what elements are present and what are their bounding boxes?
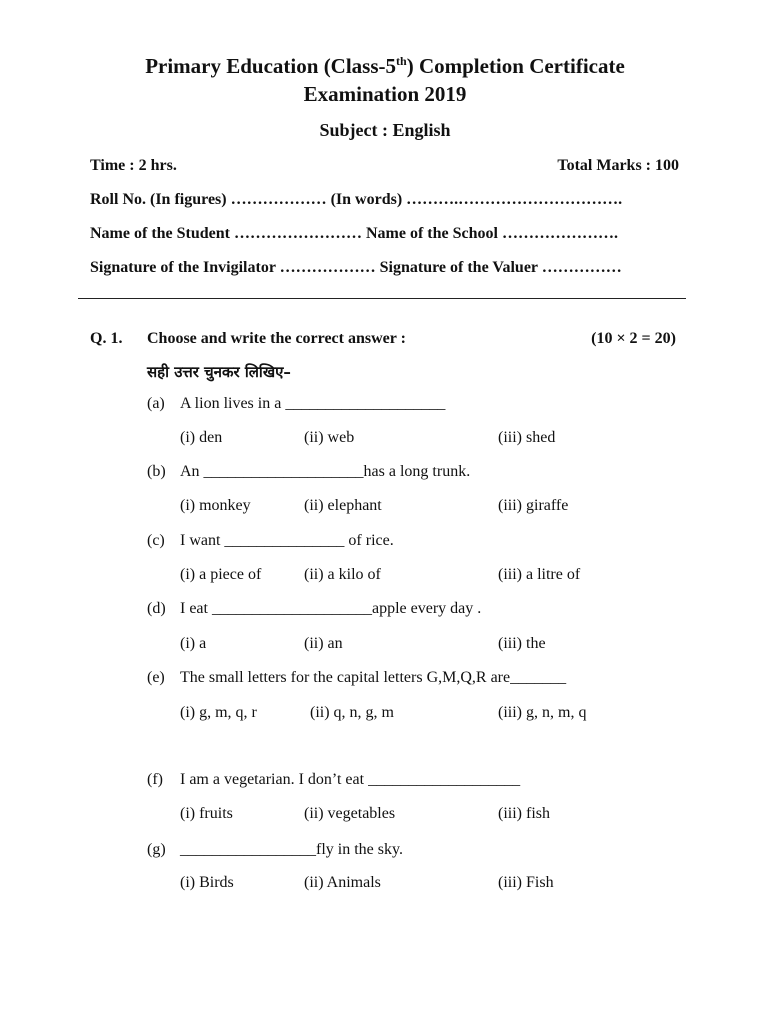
roll-number-line: Roll No. (In figures) ……………… (In words) ……….………………………….: [90, 191, 623, 208]
item-label: (e): [147, 669, 165, 686]
option-1: (i) monkey: [180, 497, 251, 514]
title-text: Primary Education (Class-5: [145, 54, 397, 78]
title-superscript: th: [396, 54, 407, 68]
option-1: (i) den: [180, 429, 223, 446]
item-text: I eat ____________________apple every day .: [180, 600, 482, 617]
option-2: (ii) web: [304, 429, 355, 446]
option-2: (ii) elephant: [304, 497, 382, 514]
item-label: (a): [147, 395, 165, 412]
option-3: (iii) shed: [498, 429, 556, 446]
question-number: Q. 1.: [90, 330, 123, 347]
item-label: (f): [147, 771, 163, 788]
option-1: (i) a piece of: [180, 566, 262, 583]
option-3: (iii) a litre of: [498, 566, 581, 583]
student-name-line: Name of the Student …………………… Name of the School ………………….: [90, 225, 618, 242]
option-1: (i) a: [180, 635, 207, 652]
option-3: (iii) g, n, m, q: [498, 704, 587, 721]
item-label: (b): [147, 463, 166, 480]
total-marks: Total Marks : 100: [557, 157, 679, 174]
page-title: [0, 54, 770, 79]
exam-year-title: Examination 2019: [303, 82, 467, 106]
signature-line: Signature of the Invigilator ……………… Signature of the Valuer ……………: [90, 259, 622, 276]
title-text-end: ) Completion Certificate: [406, 54, 625, 78]
item-label: (d): [147, 600, 166, 617]
hindi-instruction: सही उत्तर चुनकर लिखिए–: [147, 363, 291, 381]
option-3: (iii) giraffe: [498, 497, 569, 514]
subject-heading: Subject : English: [319, 120, 451, 140]
option-2: (ii) a kilo of: [304, 566, 381, 583]
divider: [78, 298, 686, 299]
item-text: I want _______________ of rice.: [180, 532, 394, 549]
item-label: (g): [147, 841, 166, 858]
time-allowed: Time : 2 hrs.: [90, 157, 177, 174]
option-1: (i) Birds: [180, 874, 234, 891]
question-marks: (10 × 2 = 20): [591, 330, 676, 347]
option-1: (i) fruits: [180, 805, 233, 822]
option-3: (iii) fish: [498, 805, 550, 822]
item-text: _________________fly in the sky.: [180, 841, 403, 858]
option-2: (ii) q, n, g, m: [310, 704, 394, 721]
item-text: A lion lives in a ____________________: [180, 395, 446, 412]
option-3: (iii) Fish: [498, 874, 554, 891]
option-2: (ii) vegetables: [304, 805, 396, 822]
option-3: (iii) the: [498, 635, 546, 652]
item-label: (c): [147, 532, 165, 549]
option-2: (ii) Animals: [304, 874, 381, 891]
item-text: I am a vegetarian. I don’t eat ___________________: [180, 771, 521, 788]
option-1: (i) g, m, q, r: [180, 704, 257, 721]
question-instruction: Choose and write the correct answer :: [147, 330, 406, 347]
item-text: The small letters for the capital letters G,M,Q,R are_______: [180, 669, 567, 686]
item-text: An ____________________has a long trunk.: [180, 463, 471, 480]
option-2: (ii) an: [304, 635, 343, 652]
